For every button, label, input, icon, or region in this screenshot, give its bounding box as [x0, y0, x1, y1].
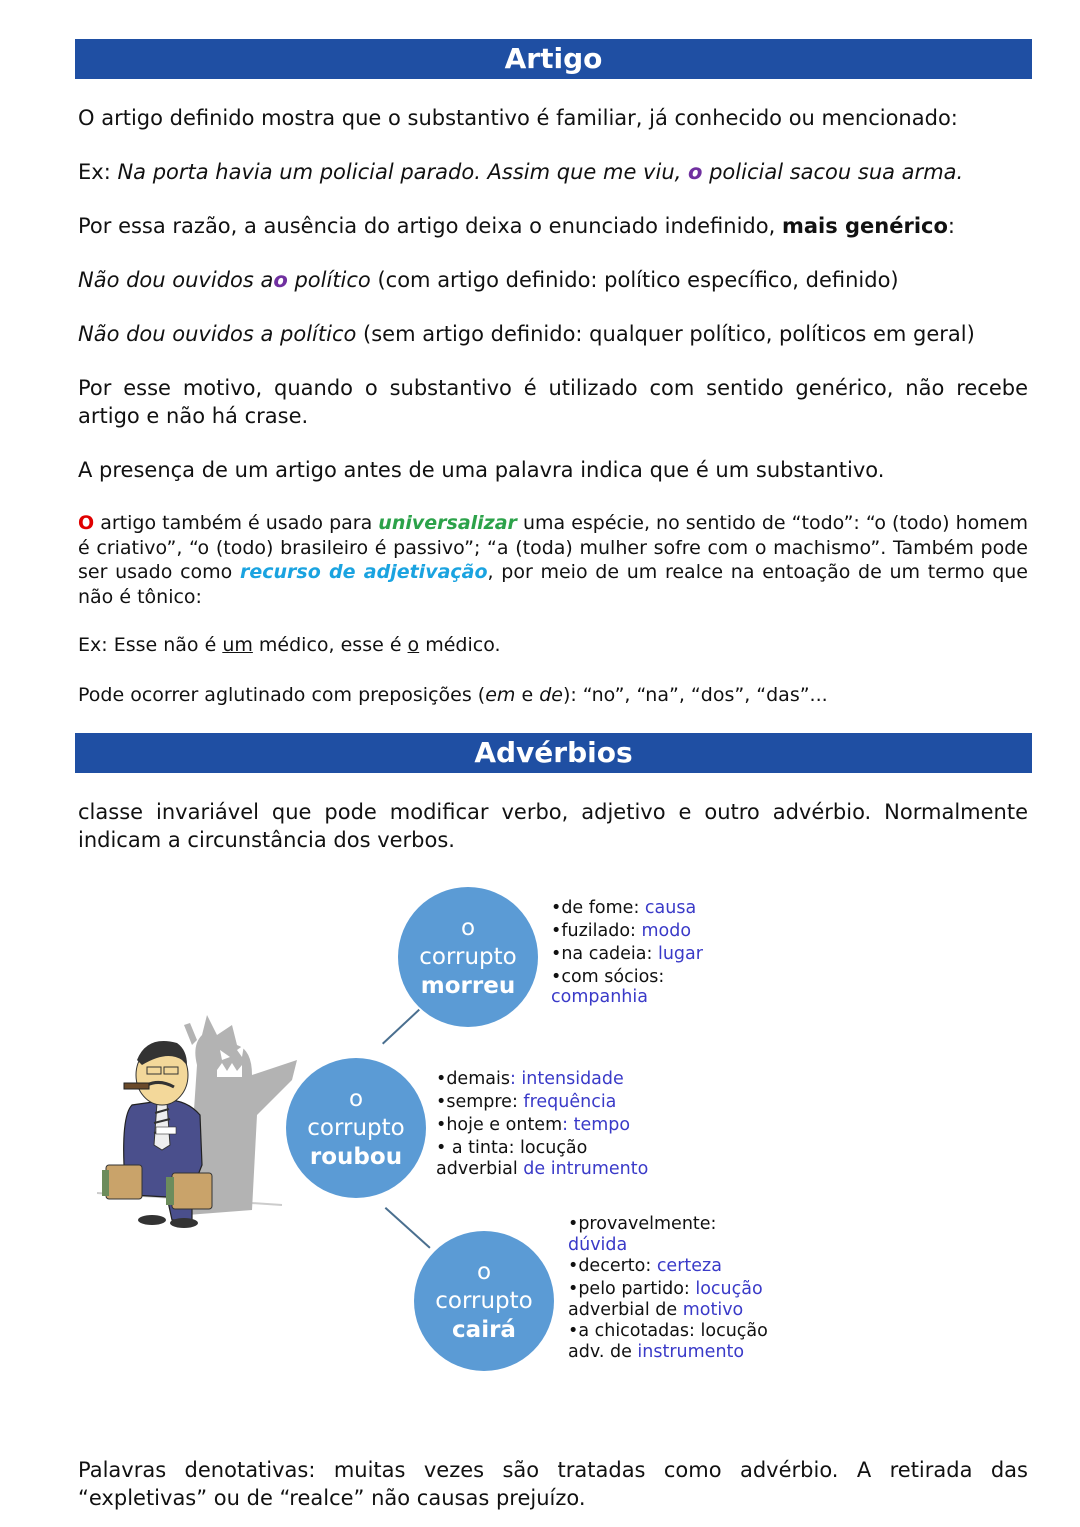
text: Por essa razão, a ausência do artigo deixa o enunciado indefinido,: [78, 214, 782, 238]
list-roubou: [436, 1068, 648, 1179]
item-type: instrumento: [637, 1342, 745, 1362]
list-item: [568, 1236, 768, 1255]
connector-line-bottom: [385, 1207, 431, 1248]
list-item: [568, 1301, 768, 1320]
item-word: •demais: [436, 1069, 510, 1089]
item-word: •a chicotadas: locução: [568, 1321, 768, 1341]
corrupt-politician-illustration: [92, 1005, 312, 1235]
circle-verb: cairá: [452, 1316, 516, 1343]
list-item: [436, 1160, 648, 1179]
paragraph-ausencia: [78, 212, 1028, 240]
text-a: artigo também é usado para: [94, 512, 379, 534]
item-word: • a tinta: locução: [436, 1138, 588, 1158]
explanation: (com artigo definido: político específico, definido): [370, 268, 899, 292]
paragraph-aglutinado: [78, 683, 1028, 708]
item-type: : intensidade: [509, 1069, 624, 1089]
red-o: O: [78, 512, 95, 534]
item-type: : tempo: [562, 1115, 631, 1135]
politician-icon: [92, 1005, 312, 1235]
list-item: [568, 1320, 768, 1343]
paragraph-adverbio-intro: classe invariável que pode modificar verbo, adjetivo e outro advérbio. Normalmente indicam a circunstância dos verbos.: [78, 800, 1028, 852]
paragraph-presenca: A presença de um artigo antes de uma palavra indica que é um substantivo.: [78, 458, 885, 482]
text-b: uma espécie, no sentido de “todo”: “o (todo) homem é criativo”, “o (todo) brasileiro é passivo”; “a (toda) mulher sofre com o machismo”. Também pode ser usado como: [78, 512, 1029, 583]
underlined-o: o: [407, 634, 420, 656]
circle-line2: corrupto: [307, 1114, 405, 1141]
item-type: frequência: [523, 1092, 617, 1112]
list-item: [568, 1343, 768, 1362]
text-b: e: [515, 684, 540, 706]
list-item: [436, 1091, 648, 1114]
text-a: Pode ocorrer aglutinado com preposições (: [78, 684, 486, 706]
text-end: :: [947, 214, 955, 238]
list-item: [551, 897, 703, 920]
list-item: [551, 989, 703, 1006]
circle-verb: morreu: [420, 972, 516, 999]
text-c: médico.: [419, 634, 501, 656]
item-word: •com sócios:: [551, 967, 665, 987]
example-medico: [78, 633, 1028, 658]
list-item: [436, 1137, 648, 1160]
italic-a: Não dou ouvidos a: [78, 268, 274, 292]
circle-line2: corrupto: [435, 1287, 533, 1314]
circle-verb: roubou: [309, 1143, 403, 1170]
item-type: dúvida: [568, 1235, 628, 1255]
list-item: [568, 1278, 768, 1301]
text-c: , por meio de um realce na entoação de um termo que não é tônico:: [78, 561, 1028, 608]
green-keyword: universalizar: [378, 512, 517, 534]
paragraph-universalizar: [78, 511, 1028, 609]
circle-corrupto-caira: [414, 1231, 554, 1371]
example-policial: [78, 158, 1028, 186]
underlined-um: um: [222, 634, 253, 656]
item-word: adverbial: [436, 1159, 524, 1179]
item-word: •na cadeia:: [551, 944, 658, 964]
item-word: •provavelmente:: [568, 1214, 717, 1234]
example-text-b: policial sacou sua arma.: [702, 160, 964, 184]
item-type: de intrumento: [523, 1159, 649, 1179]
item-word: •hoje e ontem: [436, 1115, 563, 1135]
list-item: [568, 1255, 768, 1278]
bold-text: mais genérico: [781, 214, 948, 238]
circle-corrupto-morreu: [398, 887, 538, 1027]
list-item: [436, 1068, 648, 1091]
text-c: ): “no”, “na”, “dos”, “das”...: [562, 684, 828, 706]
list-caira: [568, 1213, 768, 1362]
italic-de: de: [539, 684, 563, 706]
item-type: motivo: [682, 1300, 744, 1320]
circle-corrupto-roubou: [286, 1058, 426, 1198]
connector-line-top: [382, 1009, 420, 1044]
text-a: Ex: Esse não é: [78, 634, 223, 656]
italic-em: em: [485, 684, 516, 706]
item-word: •pelo partido:: [568, 1279, 696, 1299]
list-item: [551, 943, 703, 966]
item-word: •decerto:: [568, 1256, 657, 1276]
circle-line2: corrupto: [419, 943, 517, 970]
list-item: [551, 920, 703, 943]
italic-b: político: [287, 268, 371, 292]
paragraph-palavras-denotativas: Palavras denotativas: muitas vezes são tratadas como advérbio. A retirada das “expletivas” ou de “realce” não causas prejuízo.: [78, 1458, 1028, 1510]
item-type: locução: [695, 1279, 763, 1299]
item-word: •de fome:: [551, 898, 645, 918]
item-type: modo: [641, 921, 692, 941]
item-type: companhia: [551, 987, 648, 1007]
explanation: (sem artigo definido: qualquer político, políticos em geral): [356, 322, 975, 346]
text-b: médico, esse é: [252, 634, 408, 656]
list-item: [551, 966, 703, 989]
item-type: causa: [644, 898, 697, 918]
example-text-a: Na porta havia um policial parado. Assim que me viu,: [117, 160, 688, 184]
example-com-artigo: [78, 266, 1028, 294]
italic-text: Não dou ouvidos a político: [78, 322, 357, 346]
example-prefix: Ex:: [78, 160, 118, 184]
circle-line1: o: [348, 1085, 364, 1112]
highlighted-article: o: [687, 160, 703, 184]
list-item: [568, 1213, 768, 1236]
section-title-artigo: Artigo: [75, 39, 1032, 79]
item-word: •sempre:: [436, 1092, 524, 1112]
cyan-keyword: recurso de adjetivação: [239, 561, 488, 583]
item-word: adverbial de: [568, 1300, 683, 1320]
section-title-adverbios: Advérbios: [75, 733, 1032, 773]
item-word: adv. de: [568, 1342, 638, 1362]
item-type: lugar: [657, 944, 703, 964]
paragraph-motivo: Por esse motivo, quando o substantivo é utilizado com sentido genérico, não recebe artigo e não há crase.: [78, 376, 1028, 428]
paragraph-definition: O artigo definido mostra que o substantivo é familiar, já conhecido ou mencionado:: [78, 106, 958, 130]
list-morreu: [551, 897, 703, 1006]
list-item: [436, 1114, 648, 1137]
highlighted-article: o: [273, 268, 288, 292]
example-sem-artigo: [78, 320, 1028, 348]
item-type: certeza: [656, 1256, 722, 1276]
item-word: •fuzilado:: [551, 921, 642, 941]
circle-line1: o: [460, 914, 476, 941]
circle-line1: o: [476, 1258, 492, 1285]
